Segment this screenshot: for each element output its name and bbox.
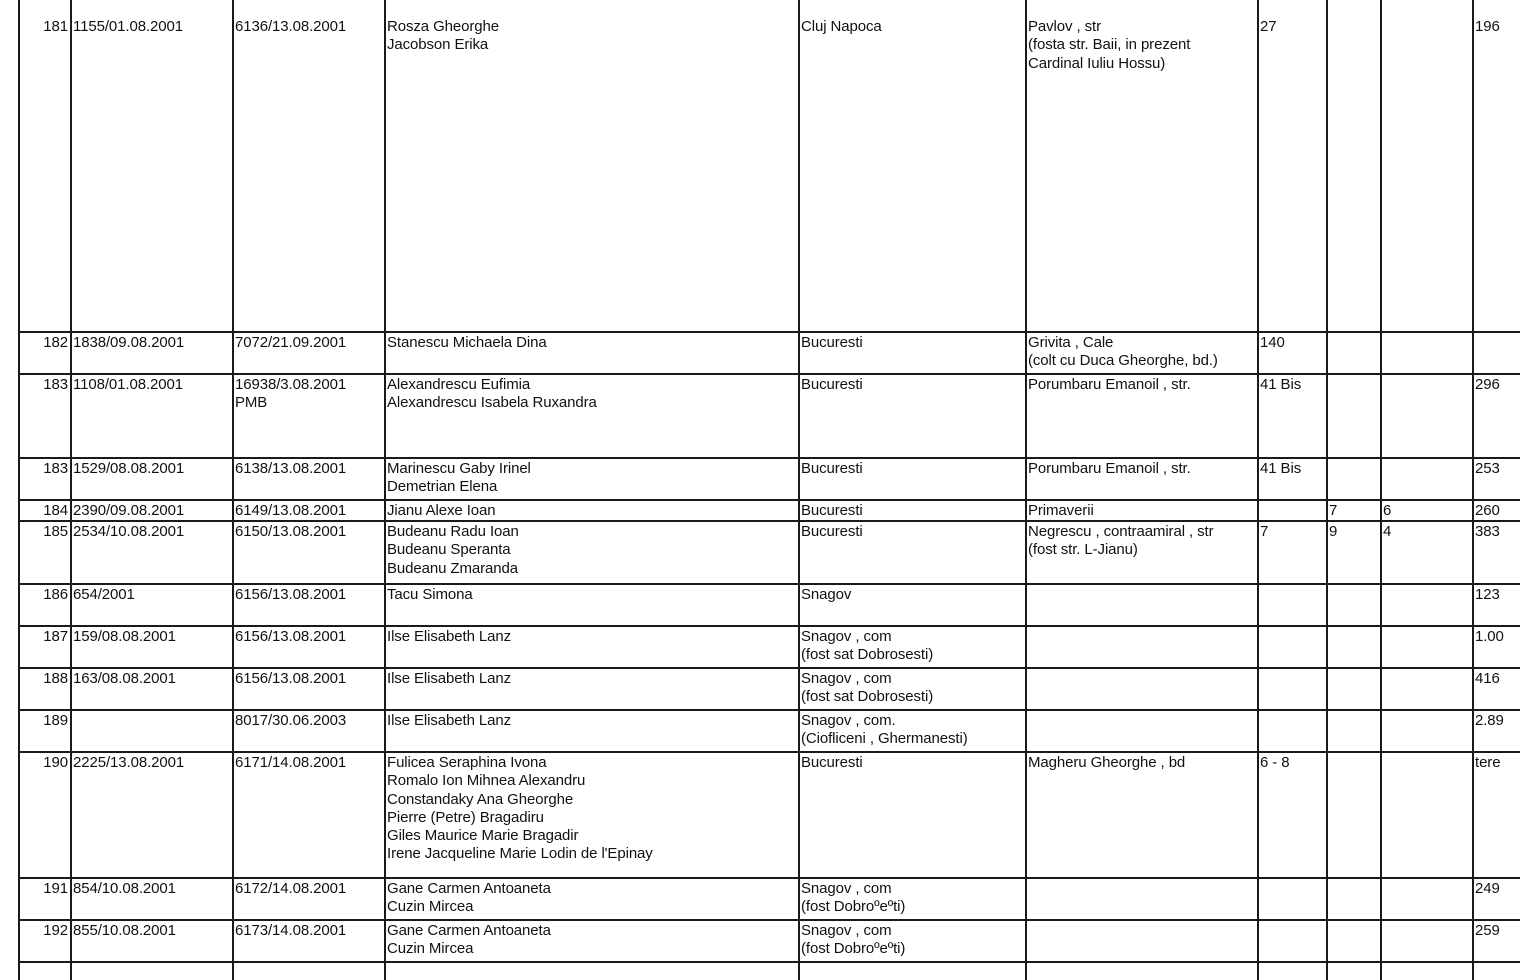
row-divider xyxy=(18,331,1520,333)
street-address xyxy=(1028,523,1255,582)
locality xyxy=(801,922,1023,960)
block-number xyxy=(1329,334,1378,372)
area-value: 123 xyxy=(1475,586,1500,603)
notification-number xyxy=(73,712,230,750)
street-address-line: Porumbaru Emanoil , str. xyxy=(1028,376,1191,393)
column-divider xyxy=(798,0,800,980)
row-number: 189 xyxy=(43,712,68,729)
locality xyxy=(801,502,1023,519)
street-number xyxy=(1260,670,1324,708)
notification-number: 163/08.08.2001 xyxy=(73,670,176,687)
area-value: 253 xyxy=(1475,460,1500,477)
row-divider xyxy=(18,751,1520,753)
row-divider xyxy=(18,667,1520,669)
locality-line: (fost Dobroºeºti) xyxy=(801,898,906,916)
locality-line: Snagov , com xyxy=(801,880,892,897)
area-value: tere xyxy=(1475,754,1501,771)
applicant-names xyxy=(387,334,796,372)
area-value: 196 xyxy=(1475,18,1500,35)
street-address xyxy=(1028,670,1255,708)
applicant-names-line: Pierre (Petre) Bragadiru xyxy=(387,808,544,826)
file-number: 8017/30.06.2003 xyxy=(235,712,347,729)
apartment-number xyxy=(1383,586,1470,624)
row-number: 188 xyxy=(43,670,68,687)
file-number: 6138/13.08.2001 xyxy=(235,460,347,477)
street-address-line: (fosta str. Baii, in prezent xyxy=(1028,36,1191,54)
row-number: 192 xyxy=(43,922,68,939)
area-value: 249 xyxy=(1475,880,1500,897)
applicant-names xyxy=(387,376,796,456)
area-value: 296 xyxy=(1475,376,1500,393)
row-divider xyxy=(18,961,1520,963)
block-number xyxy=(1329,922,1378,960)
row-number: 191 xyxy=(43,880,68,897)
applicant-names-line: Budeanu Speranta xyxy=(387,541,511,559)
street-address-line: Cardinal Iuliu Hossu) xyxy=(1028,54,1166,72)
row-number: 183 xyxy=(43,376,68,393)
locality-line: Bucuresti xyxy=(801,376,863,393)
row-divider xyxy=(18,499,1520,501)
block-number xyxy=(1329,628,1378,666)
street-address-line: Pavlov , str xyxy=(1028,18,1101,35)
locality-line: Cluj Napoca xyxy=(801,18,882,35)
row-number: 187 xyxy=(43,628,68,645)
apartment-number: 6 xyxy=(1383,502,1392,519)
applicant-names-line: Budeanu Zmaranda xyxy=(387,559,518,577)
street-address xyxy=(1028,502,1255,519)
street-number: 140 xyxy=(1260,334,1285,351)
locality-line: Snagov , com. xyxy=(801,712,896,729)
locality-line: Bucuresti xyxy=(801,523,863,540)
street-number xyxy=(1260,502,1324,519)
locality-line: Bucuresti xyxy=(801,754,863,771)
notification-number: 159/08.08.2001 xyxy=(73,628,176,645)
row-divider xyxy=(18,877,1520,879)
applicant-names xyxy=(387,18,796,330)
apartment-number xyxy=(1383,628,1470,666)
applicant-names-line: Jacobson Erika xyxy=(387,36,489,54)
file-number: 6150/13.08.2001 xyxy=(235,523,347,540)
notification-number: 855/10.08.2001 xyxy=(73,922,176,939)
street-number xyxy=(1260,880,1324,918)
row-divider xyxy=(18,457,1520,459)
locality xyxy=(801,712,1023,750)
area-value: 260 xyxy=(1475,502,1500,519)
area-value xyxy=(1475,334,1520,372)
street-address-line: Magheru Gheorghe , bd xyxy=(1028,754,1186,771)
street-address xyxy=(1028,18,1255,330)
file-number: 6136/13.08.2001 xyxy=(235,18,347,35)
area-value: 259 xyxy=(1475,922,1500,939)
column-divider xyxy=(1257,0,1259,980)
street-address-line: Porumbaru Emanoil , str. xyxy=(1028,460,1191,477)
applicant-names xyxy=(387,712,796,750)
applicant-names xyxy=(387,922,796,960)
locality xyxy=(801,586,1023,624)
column-divider xyxy=(1472,0,1474,980)
file-number: 6149/13.08.2001 xyxy=(235,502,347,519)
locality-line: (fost Dobroºeºti) xyxy=(801,940,906,958)
row-number: 190 xyxy=(43,754,68,771)
applicant-names-line: Marinescu Gaby Irinel xyxy=(387,460,531,477)
apartment-number xyxy=(1383,18,1470,330)
column-divider xyxy=(1380,0,1382,980)
applicant-names-line: Alexandrescu Eufimia xyxy=(387,376,531,393)
locality-line: Bucuresti xyxy=(801,460,863,477)
block-number xyxy=(1329,586,1378,624)
applicant-names xyxy=(387,460,796,498)
street-number xyxy=(1260,712,1324,750)
apartment-number xyxy=(1383,754,1470,876)
notification-number: 654/2001 xyxy=(73,586,135,603)
block-number xyxy=(1329,712,1378,750)
street-address-line: Grivita , Cale xyxy=(1028,334,1114,351)
notification-number: 2534/10.08.2001 xyxy=(73,523,185,540)
file-number: 6156/13.08.2001 xyxy=(235,670,347,687)
locality xyxy=(801,670,1023,708)
notification-number: 1529/08.08.2001 xyxy=(73,460,185,477)
applicant-names-line: Ilse Elisabeth Lanz xyxy=(387,712,512,729)
locality xyxy=(801,628,1023,666)
locality xyxy=(801,523,1023,582)
applicant-names-line: Giles Maurice Marie Bragadir xyxy=(387,827,579,845)
locality-line: Bucuresti xyxy=(801,502,863,519)
locality xyxy=(801,376,1023,456)
apartment-number xyxy=(1383,334,1470,372)
street-number xyxy=(1260,628,1324,666)
row-number: 182 xyxy=(43,334,68,351)
street-number: 41 Bis xyxy=(1260,460,1302,477)
street-address xyxy=(1028,376,1255,456)
notification-number: 854/10.08.2001 xyxy=(73,880,176,897)
block-number: 9 xyxy=(1329,523,1338,540)
block-number xyxy=(1329,754,1378,876)
applicant-names xyxy=(387,880,796,918)
file-number: 6156/13.08.2001 xyxy=(235,586,347,603)
locality-line: (Ciofliceni , Ghermanesti) xyxy=(801,730,968,748)
column-divider xyxy=(1025,0,1027,980)
applicant-names-line: Fulicea Seraphina Ivona xyxy=(387,754,547,771)
street-address xyxy=(1028,922,1255,960)
applicant-names-line: Ilse Elisabeth Lanz xyxy=(387,670,512,687)
file-number: 6156/13.08.2001 xyxy=(235,628,347,645)
file-number: 16938/3.08.2001 PMB xyxy=(235,376,347,412)
street-number: 6 - 8 xyxy=(1260,754,1290,771)
street-address-line: Primaverii xyxy=(1028,502,1094,519)
street-address-line: Negrescu , contraamiral , str xyxy=(1028,523,1214,540)
row-divider xyxy=(18,709,1520,711)
applicant-names-line: Budeanu Radu Ioan xyxy=(387,523,519,540)
apartment-number xyxy=(1383,880,1470,918)
block-number xyxy=(1329,460,1378,498)
locality-line: Snagov , com xyxy=(801,628,892,645)
applicant-names xyxy=(387,670,796,708)
street-address xyxy=(1028,586,1255,624)
column-divider xyxy=(70,0,72,980)
apartment-number xyxy=(1383,460,1470,498)
area-value: 2.89 xyxy=(1475,712,1504,729)
notification-number: 2225/13.08.2001 xyxy=(73,754,185,771)
apartment-number xyxy=(1383,712,1470,750)
column-divider xyxy=(384,0,386,980)
area-value: 416 xyxy=(1475,670,1500,687)
locality-line: (fost sat Dobrosesti) xyxy=(801,646,934,664)
file-number: 7072/21.09.2001 xyxy=(235,334,347,351)
applicant-names xyxy=(387,754,796,876)
street-address-line: (colt cu Duca Gheorghe, bd.) xyxy=(1028,352,1218,370)
locality-line: (fost sat Dobrosesti) xyxy=(801,688,934,706)
row-number: 181 xyxy=(43,18,68,35)
street-number: 7 xyxy=(1260,523,1269,540)
applicant-names-line: Constandaky Ana Gheorghe xyxy=(387,790,574,808)
row-number: 184 xyxy=(43,502,68,519)
notification-number: 1108/01.08.2001 xyxy=(73,376,183,393)
file-number: 6171/14.08.2001 xyxy=(235,754,347,771)
row-divider xyxy=(18,583,1520,585)
applicant-names xyxy=(387,586,796,624)
street-address-line: (fost str. L-Jianu) xyxy=(1028,541,1138,559)
locality xyxy=(801,880,1023,918)
applicant-names-line: Cuzin Mircea xyxy=(387,940,474,958)
locality xyxy=(801,18,1023,330)
applicant-names-line: Rosza Gheorghe xyxy=(387,18,500,35)
street-number: 27 xyxy=(1260,18,1277,35)
file-number: 6173/14.08.2001 xyxy=(235,922,347,939)
applicant-names xyxy=(387,502,796,519)
applicant-names-line: Romalo Ion Mihnea Alexandru xyxy=(387,772,586,790)
block-number xyxy=(1329,880,1378,918)
row-divider xyxy=(18,520,1520,522)
street-number xyxy=(1260,586,1324,624)
locality-line: Snagov , com xyxy=(801,670,892,687)
block-number xyxy=(1329,670,1378,708)
row-number: 183 xyxy=(43,460,68,477)
street-address xyxy=(1028,460,1255,498)
applicant-names-line: Irene Jacqueline Marie Lodin de l'Epinay xyxy=(387,845,653,863)
apartment-number: 4 xyxy=(1383,523,1392,540)
applicant-names xyxy=(387,523,796,582)
locality-line: Snagov , com xyxy=(801,922,892,939)
applicant-names-line: Stanescu Michaela Dina xyxy=(387,334,547,351)
apartment-number xyxy=(1383,670,1470,708)
notification-number: 1838/09.08.2001 xyxy=(73,334,185,351)
apartment-number xyxy=(1383,376,1470,456)
street-number xyxy=(1260,922,1324,960)
row-divider xyxy=(18,919,1520,921)
block-number: 7 xyxy=(1329,502,1338,519)
applicant-names xyxy=(387,628,796,666)
row-divider xyxy=(18,373,1520,375)
street-number: 41 Bis xyxy=(1260,376,1302,393)
row-divider xyxy=(18,625,1520,627)
street-address xyxy=(1028,712,1255,750)
street-address xyxy=(1028,628,1255,666)
street-address xyxy=(1028,334,1255,372)
row-number: 185 xyxy=(43,523,68,540)
applicant-names-line: Tacu Simona xyxy=(387,586,473,603)
applicant-names-line: Ilse Elisabeth Lanz xyxy=(387,628,512,645)
locality-line: Snagov xyxy=(801,586,852,603)
street-address xyxy=(1028,880,1255,918)
column-divider xyxy=(1326,0,1328,980)
file-number: 6172/14.08.2001 xyxy=(235,880,347,897)
block-number xyxy=(1329,376,1378,456)
apartment-number xyxy=(1383,922,1470,960)
locality-line: Bucuresti xyxy=(801,334,863,351)
locality xyxy=(801,334,1023,372)
locality xyxy=(801,460,1023,498)
block-number xyxy=(1329,18,1378,330)
column-divider xyxy=(232,0,234,980)
notification-number: 2390/09.08.2001 xyxy=(73,502,185,519)
applicant-names-line: Cuzin Mircea xyxy=(387,898,474,916)
locality xyxy=(801,754,1023,876)
area-value: 1.00 xyxy=(1475,628,1504,645)
applicant-names-line: Gane Carmen Antoaneta xyxy=(387,922,551,939)
area-value: 383 xyxy=(1475,523,1500,540)
row-number: 186 xyxy=(43,586,68,603)
street-address xyxy=(1028,754,1255,876)
applicant-names-line: Jianu Alexe Ioan xyxy=(387,502,496,519)
applicant-names-line: Demetrian Elena xyxy=(387,478,498,496)
notification-number: 1155/01.08.2001 xyxy=(73,18,183,35)
applicant-names-line: Alexandrescu Isabela Ruxandra xyxy=(387,394,597,412)
applicant-names-line: Gane Carmen Antoaneta xyxy=(387,880,551,897)
